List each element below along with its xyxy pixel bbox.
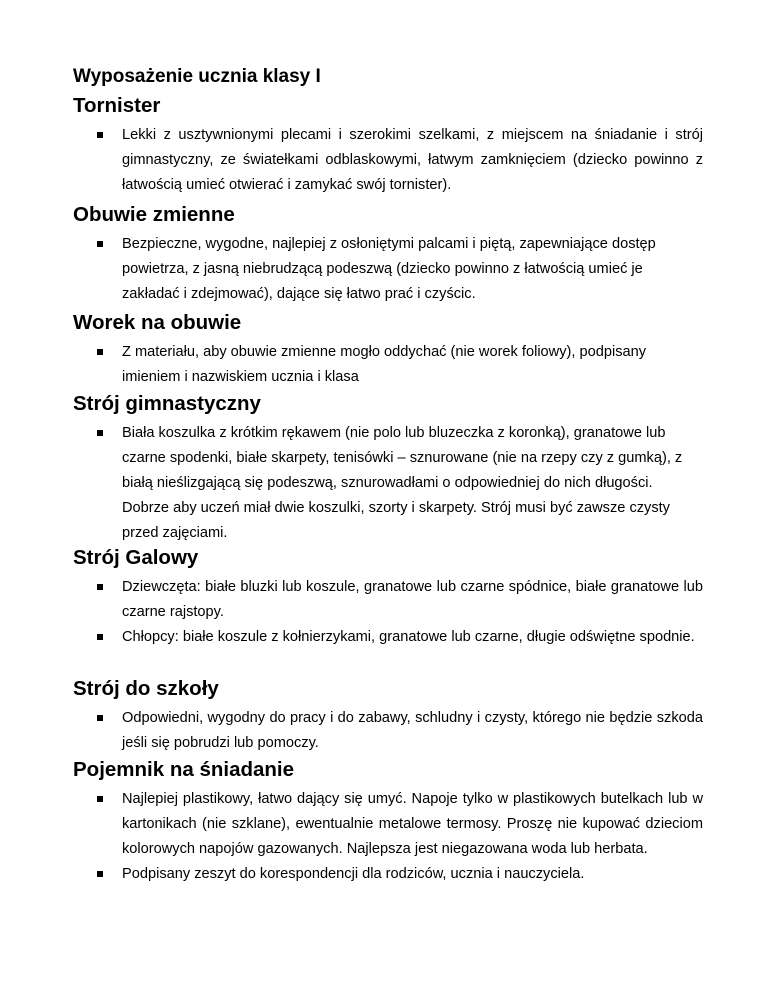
list-item bbox=[73, 862, 703, 887]
section-stroj-gimnastyczny bbox=[73, 392, 703, 546]
list-item-text: Z materiału, aby obuwie zmienne mogło oddychać (nie worek foliowy), podpisany imieniem i nazwiskiem ucznia i klasa bbox=[122, 344, 647, 385]
list-item bbox=[73, 123, 703, 198]
list-item bbox=[73, 232, 703, 307]
section-pojemnik-na-sniadanie bbox=[73, 758, 703, 887]
section-heading: Obuwie zmienne bbox=[73, 203, 235, 226]
square-bullet-icon bbox=[97, 430, 103, 436]
square-bullet-icon bbox=[97, 796, 103, 802]
section-stroj-galowy bbox=[73, 546, 703, 650]
list-item-text: Odpowiedni, wygodny do pracy i do zabawy, schludny i czysty, którego nie będzie szkoda jeśli się pobrudzi lub pomoczy. bbox=[122, 710, 703, 751]
section-stroj-do-szkoly bbox=[73, 677, 703, 756]
bullet-list bbox=[73, 421, 703, 546]
section-tornister bbox=[73, 94, 703, 198]
bullet-list bbox=[73, 706, 703, 756]
list-item bbox=[73, 625, 703, 650]
bullet-list bbox=[73, 787, 703, 887]
list-item-text: Podpisany zeszyt do korespondencji dla rodziców, ucznia i nauczyciela. bbox=[122, 866, 585, 882]
bullet-list bbox=[73, 123, 703, 198]
square-bullet-icon bbox=[97, 241, 103, 247]
bullet-list bbox=[73, 340, 703, 390]
section-worek-na-obuwie bbox=[73, 311, 703, 390]
list-item bbox=[73, 340, 703, 390]
section-heading: Tornister bbox=[73, 94, 161, 117]
list-item-text: Biała koszulka z krótkim rękawem (nie polo lub bluzeczka z koronką), granatowe lub czarne spodenki, białe skarpety, tenisówki – sznurowane (nie na rzepy czy z gumką), z białą nieślizgającą się podeszwą, sznurowadłami o odpowiedniej do nich długości. Dobrze aby uczeń miał dwie koszulki, szorty i skarpety. Strój musi być zawsze czysty przed zajęciami. bbox=[122, 425, 683, 541]
square-bullet-icon bbox=[97, 634, 103, 640]
section-heading: Pojemnik na śniadanie bbox=[73, 758, 295, 781]
list-item bbox=[73, 706, 703, 756]
list-item bbox=[73, 421, 703, 546]
list-item-text: Lekki z usztywnionymi plecami i szerokimi szelkami, z miejscem na śniadanie i strój gimnastyczny, ze światełkami odblaskowymi, łatwym zamknięciem (dziecko powinno z łatwością umieć otwierać i zamykać swój tornister). bbox=[122, 127, 703, 193]
square-bullet-icon bbox=[97, 871, 103, 877]
section-heading: Worek na obuwie bbox=[73, 311, 242, 334]
list-item-text: Chłopcy: białe koszule z kołnierzykami, granatowe lub czarne, długie odświętne spodnie. bbox=[122, 629, 695, 645]
list-item-text: Dziewczęta: białe bluzki lub koszule, granatowe lub czarne spódnice, białe granatowe lub czarne rajstopy. bbox=[122, 579, 703, 620]
list-item-text: Najlepiej plastikowy, łatwo dający się umyć. Napoje tylko w plastikowych butelkach lub w kartonikach (nie szklane), ewentualnie metalowe termosy. Proszę nie kupować dzieciom kolorowych napojów gazowanych. Najlepsza jest niegazowana woda lub herbata. bbox=[122, 791, 703, 857]
bullet-list bbox=[73, 232, 703, 307]
section-heading: Strój do szkoły bbox=[73, 677, 219, 700]
bullet-list bbox=[73, 575, 703, 650]
document-title: Wyposażenie ucznia klasy I bbox=[73, 66, 321, 87]
square-bullet-icon bbox=[97, 132, 103, 138]
square-bullet-icon bbox=[97, 349, 103, 355]
square-bullet-icon bbox=[97, 715, 103, 721]
section-heading: Strój Galowy bbox=[73, 546, 199, 569]
section-obuwie-zmienne bbox=[73, 203, 703, 307]
square-bullet-icon bbox=[97, 584, 103, 590]
list-item bbox=[73, 575, 703, 625]
list-item bbox=[73, 787, 703, 862]
section-heading: Strój gimnastyczny bbox=[73, 392, 261, 415]
list-item-text: Bezpieczne, wygodne, najlepiej z osłoniętymi palcami i piętą, zapewniające dostęp powietrza, z jasną niebrudzącą podeszwą (dziecko powinno z łatwością umieć je zakładać i zdejmować), dające się łatwo prać i czyścic. bbox=[122, 236, 656, 302]
